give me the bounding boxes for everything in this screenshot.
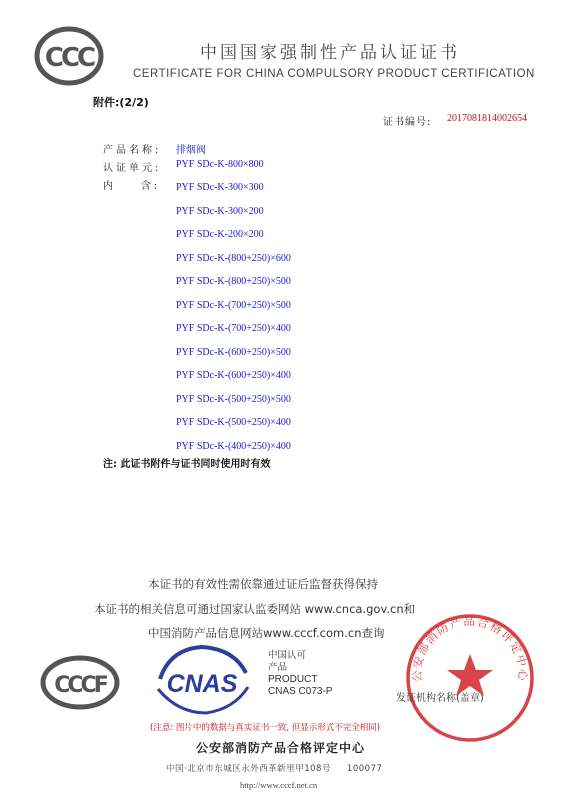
list-item: PYF SDc-K-(500+250)×400: [176, 417, 291, 428]
certificate-number-value: 2017081814002654: [447, 113, 527, 124]
fineprint-notice: (注意: 图片中的数据与真实证书一致, 但显示形式不完全相同): [150, 723, 381, 733]
ccc-logo-text: CCC: [44, 43, 94, 73]
list-item: PYF SDc-K-(600+250)×400: [176, 370, 291, 381]
certificate-number-label: 证书编号:: [383, 117, 432, 128]
list-item: PYF SDc-K-300×200: [176, 205, 264, 217]
list-item: PYF SDc-K-300×300: [176, 182, 264, 193]
website: http://www.cccf.net.cn: [240, 780, 318, 790]
cccf-logo-icon: [40, 655, 120, 710]
cnas-info-line: CNAS C073-P: [268, 686, 333, 697]
unit-label: 认证单元:: [103, 163, 162, 174]
validity-line-1: 本证书的有效性需依靠通过证后监督获得保持: [148, 577, 378, 591]
validity-line-3: 中国消防产品信息网站www.cccf.com.cn查询: [148, 626, 385, 640]
stamp-text: 公安部消防产品合格评定中心: [409, 614, 531, 683]
list-item: PYF SDc-K-(700+250)×500: [176, 299, 291, 311]
unit-value: PYF SDc-K-800×800: [176, 159, 264, 170]
content-list: [176, 182, 291, 464]
cnas-logo-text: CNAS: [166, 670, 238, 698]
list-item: PYF SDc-K-(600+250)×500: [176, 346, 291, 358]
content-label: 内 含:: [103, 181, 161, 192]
product-name-value: 排烟阀: [176, 145, 206, 156]
attachment-label: 附件:(2/2): [93, 96, 149, 109]
list-item: PYF SDc-K-(400+250)×400: [176, 440, 291, 452]
issuing-center-name: 公安部消防产品合格评定中心: [196, 741, 366, 755]
header-title-en: CERTIFICATE FOR CHINA COMPULSORY PRODUCT CERTIFICATION: [133, 68, 535, 80]
cnas-info: [268, 650, 332, 698]
cnas-info-line: PRODUCT: [268, 674, 318, 685]
note: 注: 此证书附件与证书同时使用时有效: [103, 459, 271, 470]
list-item: PYF SDc-K-200×200: [176, 229, 264, 240]
header-title-cn: 中国国家强制性产品认证证书: [200, 43, 460, 63]
issuer-label: 发证机构名称(盖章): [396, 693, 484, 704]
cccf-logo-text: CCCF: [54, 673, 106, 698]
ccc-logo-icon: [34, 26, 104, 86]
list-item: PYF SDc-K-(500+250)×500: [176, 393, 291, 405]
validity-line-2: 本证书的相关信息可通过国家认监委网站 www.cnca.gov.cn和: [94, 602, 416, 616]
list-item: PYF SDc-K-(700+250)×400: [176, 323, 291, 334]
cnas-info-line: 产品: [268, 662, 288, 673]
cnas-info-line: 中国认可: [268, 650, 307, 661]
address: 中国·北京市东城区永外西革新里甲108号 100077: [166, 764, 383, 774]
cnas-logo-icon: [150, 643, 254, 717]
list-item: PYF SDc-K-(800+250)×600: [176, 252, 291, 264]
product-name-label: 产品名称:: [103, 145, 162, 156]
list-item: PYF SDc-K-(800+250)×500: [176, 276, 291, 287]
official-stamp-icon: [400, 608, 540, 748]
